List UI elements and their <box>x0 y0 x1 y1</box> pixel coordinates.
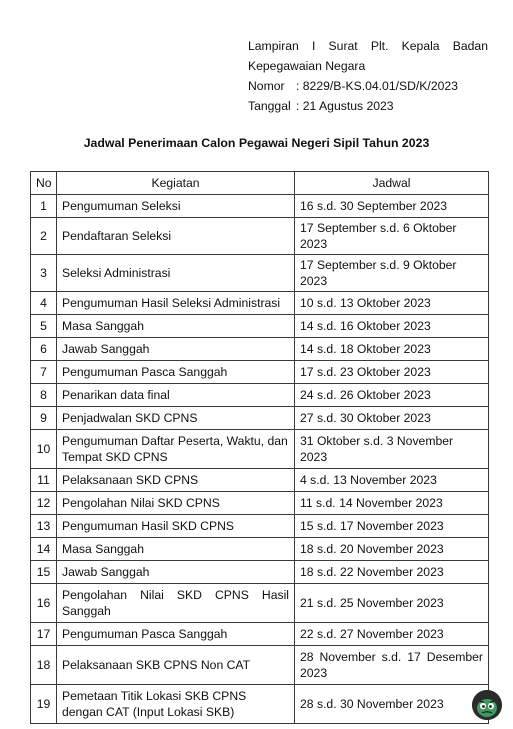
row-kegiatan: Pelaksanaan SKB CPNS Non CAT <box>57 646 295 685</box>
table-row <box>31 492 489 515</box>
tanggal-value: : 21 Agustus 2023 <box>296 99 394 113</box>
document-title: Jadwal Penerimaan Calon Pegawai Negeri Sipil Tahun 2023 <box>83 136 430 150</box>
row-kegiatan: Masa Sanggah <box>57 315 295 338</box>
row-no: 8 <box>31 384 57 407</box>
schedule-table <box>30 171 489 724</box>
table-row <box>31 407 489 430</box>
row-jadwal: 21 s.d. 25 November 2023 <box>295 584 489 623</box>
row-kegiatan: Pengumuman Pasca Sanggah <box>57 361 295 384</box>
row-kegiatan: Pelaksanaan SKD CPNS <box>57 469 295 492</box>
table-row <box>31 515 489 538</box>
row-jadwal: 27 s.d. 30 Oktober 2023 <box>295 407 489 430</box>
row-kegiatan: Seleksi Administrasi <box>57 255 295 292</box>
row-no: 19 <box>31 685 57 724</box>
row-kegiatan: Jawab Sanggah <box>57 561 295 584</box>
row-no: 7 <box>31 361 57 384</box>
table-row <box>31 584 489 623</box>
row-kegiatan: Penjadwalan SKD CPNS <box>57 407 295 430</box>
row-no: 14 <box>31 538 57 561</box>
row-jadwal: 18 s.d. 22 November 2023 <box>295 561 489 584</box>
row-kegiatan: Pengumuman Hasil Seleksi Administrasi <box>57 292 295 315</box>
row-no: 9 <box>31 407 57 430</box>
table-row <box>31 646 489 685</box>
row-kegiatan: Pengumuman Hasil SKD CPNS <box>57 515 295 538</box>
row-no: 1 <box>31 195 57 218</box>
row-no: 15 <box>31 561 57 584</box>
row-no: 17 <box>31 623 57 646</box>
row-jadwal: 16 s.d. 30 September 2023 <box>295 195 489 218</box>
row-no: 10 <box>31 430 57 469</box>
table-row <box>31 685 489 724</box>
row-kegiatan: Jawab Sanggah <box>57 338 295 361</box>
row-jadwal: 10 s.d. 13 Oktober 2023 <box>295 292 489 315</box>
row-kegiatan: Pemetaan Titik Lokasi SKB CPNS dengan CAT (Input Lokasi SKB) <box>57 685 295 724</box>
row-no: 12 <box>31 492 57 515</box>
header-line-2: Kepegawaian Negara <box>248 59 366 73</box>
header-nomor <box>248 76 488 96</box>
row-jadwal: 15 s.d. 17 November 2023 <box>295 515 489 538</box>
row-jadwal: 11 s.d. 14 November 2023 <box>295 492 489 515</box>
row-no: 18 <box>31 646 57 685</box>
table-header-row <box>31 172 489 195</box>
table-row <box>31 218 489 255</box>
row-no: 5 <box>31 315 57 338</box>
row-jadwal: 28 s.d. 30 November 2023 <box>295 685 489 724</box>
row-jadwal: 18 s.d. 20 November 2023 <box>295 538 489 561</box>
row-jadwal: 14 s.d. 18 Oktober 2023 <box>295 338 489 361</box>
header-no: No <box>31 172 57 195</box>
header-kegiatan: Kegiatan <box>57 172 295 195</box>
avatar-badge-icon <box>472 690 502 720</box>
row-no: 11 <box>31 469 57 492</box>
table-row <box>31 430 489 469</box>
table-row <box>31 623 489 646</box>
row-jadwal: 4 s.d. 13 November 2023 <box>295 469 489 492</box>
table-row <box>31 384 489 407</box>
table-row <box>31 338 489 361</box>
nomor-label: Nomor <box>248 79 285 93</box>
table-row <box>31 195 489 218</box>
nomor-value: : 8229/B-KS.04.01/SD/K/2023 <box>296 79 458 93</box>
row-kegiatan: Pengolahan Nilai SKD CPNS Hasil Sanggah <box>57 584 295 623</box>
document-header <box>248 36 488 116</box>
row-jadwal: 17 September s.d. 6 Oktober 2023 <box>295 218 489 255</box>
table-row <box>31 561 489 584</box>
row-jadwal: 17 s.d. 23 Oktober 2023 <box>295 361 489 384</box>
row-no: 4 <box>31 292 57 315</box>
row-no: 16 <box>31 584 57 623</box>
row-kegiatan: Pengumuman Daftar Peserta, Waktu, dan Tempat SKD CPNS <box>57 430 295 469</box>
row-kegiatan: Penarikan data final <box>57 384 295 407</box>
row-no: 13 <box>31 515 57 538</box>
row-kegiatan: Masa Sanggah <box>57 538 295 561</box>
table-row <box>31 538 489 561</box>
header-line-1: Lampiran I Surat Plt. Kepala Badan <box>248 39 488 53</box>
row-kegiatan: Pendaftaran Seleksi <box>57 218 295 255</box>
table-row <box>31 255 489 292</box>
row-kegiatan: Pengumuman Seleksi <box>57 195 295 218</box>
row-jadwal: 31 Oktober s.d. 3 November 2023 <box>295 430 489 469</box>
row-no: 2 <box>31 218 57 255</box>
row-jadwal: 24 s.d. 26 Oktober 2023 <box>295 384 489 407</box>
row-jadwal: 22 s.d. 27 November 2023 <box>295 623 489 646</box>
table-row <box>31 315 489 338</box>
table-row <box>31 469 489 492</box>
header-jadwal: Jadwal <box>295 172 489 195</box>
row-no: 6 <box>31 338 57 361</box>
row-jadwal: 14 s.d. 16 Oktober 2023 <box>295 315 489 338</box>
table-row <box>31 361 489 384</box>
row-kegiatan: Pengumuman Pasca Sanggah <box>57 623 295 646</box>
row-kegiatan: Pengolahan Nilai SKD CPNS <box>57 492 295 515</box>
tanggal-label: Tanggal <box>248 99 291 113</box>
row-no: 3 <box>31 255 57 292</box>
table-row <box>31 292 489 315</box>
row-jadwal: 28 November s.d. 17 Desember 2023 <box>295 646 489 685</box>
row-jadwal: 17 September s.d. 9 Oktober 2023 <box>295 255 489 292</box>
header-tanggal <box>248 96 488 116</box>
